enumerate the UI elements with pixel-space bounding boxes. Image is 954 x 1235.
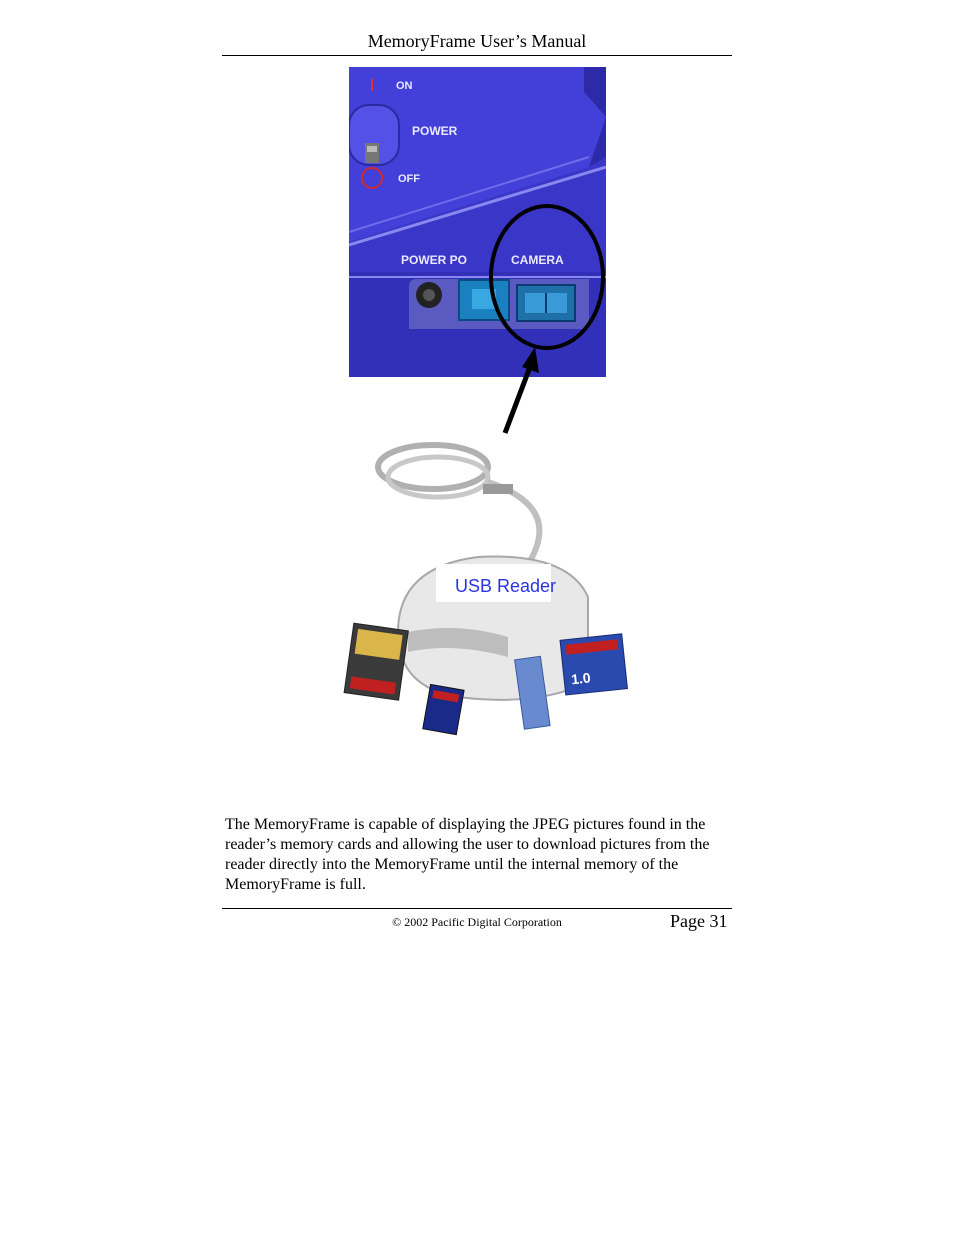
svg-text:1.0: 1.0	[570, 669, 592, 688]
page-header-title: MemoryFrame User’s Manual	[367, 31, 587, 51]
copyright-text: © 2002 Pacific Digital Corporation	[392, 915, 562, 929]
header-rule	[222, 55, 732, 56]
usb-reader-label: USB Reader	[455, 576, 557, 596]
body-paragraph: The MemoryFrame is capable of displaying the JPEG pictures found in the reader’s memory cards and allowing the user to download pictures from the reader directly into the MemoryFrame until the internal memory of the MemoryFrame is full.	[225, 816, 710, 893]
pointer-arrow	[495, 345, 545, 440]
footer-rule	[222, 908, 732, 909]
camera-label: CAMERA	[511, 253, 564, 267]
off-label: OFF	[398, 173, 420, 185]
power-label: POWER	[412, 124, 458, 138]
page-number: Page 31	[670, 911, 728, 931]
device-panel-figure	[349, 67, 606, 377]
power-port-label: POWER PO	[401, 253, 468, 267]
on-label: ON	[396, 80, 413, 92]
usb-reader-figure	[338, 432, 630, 748]
